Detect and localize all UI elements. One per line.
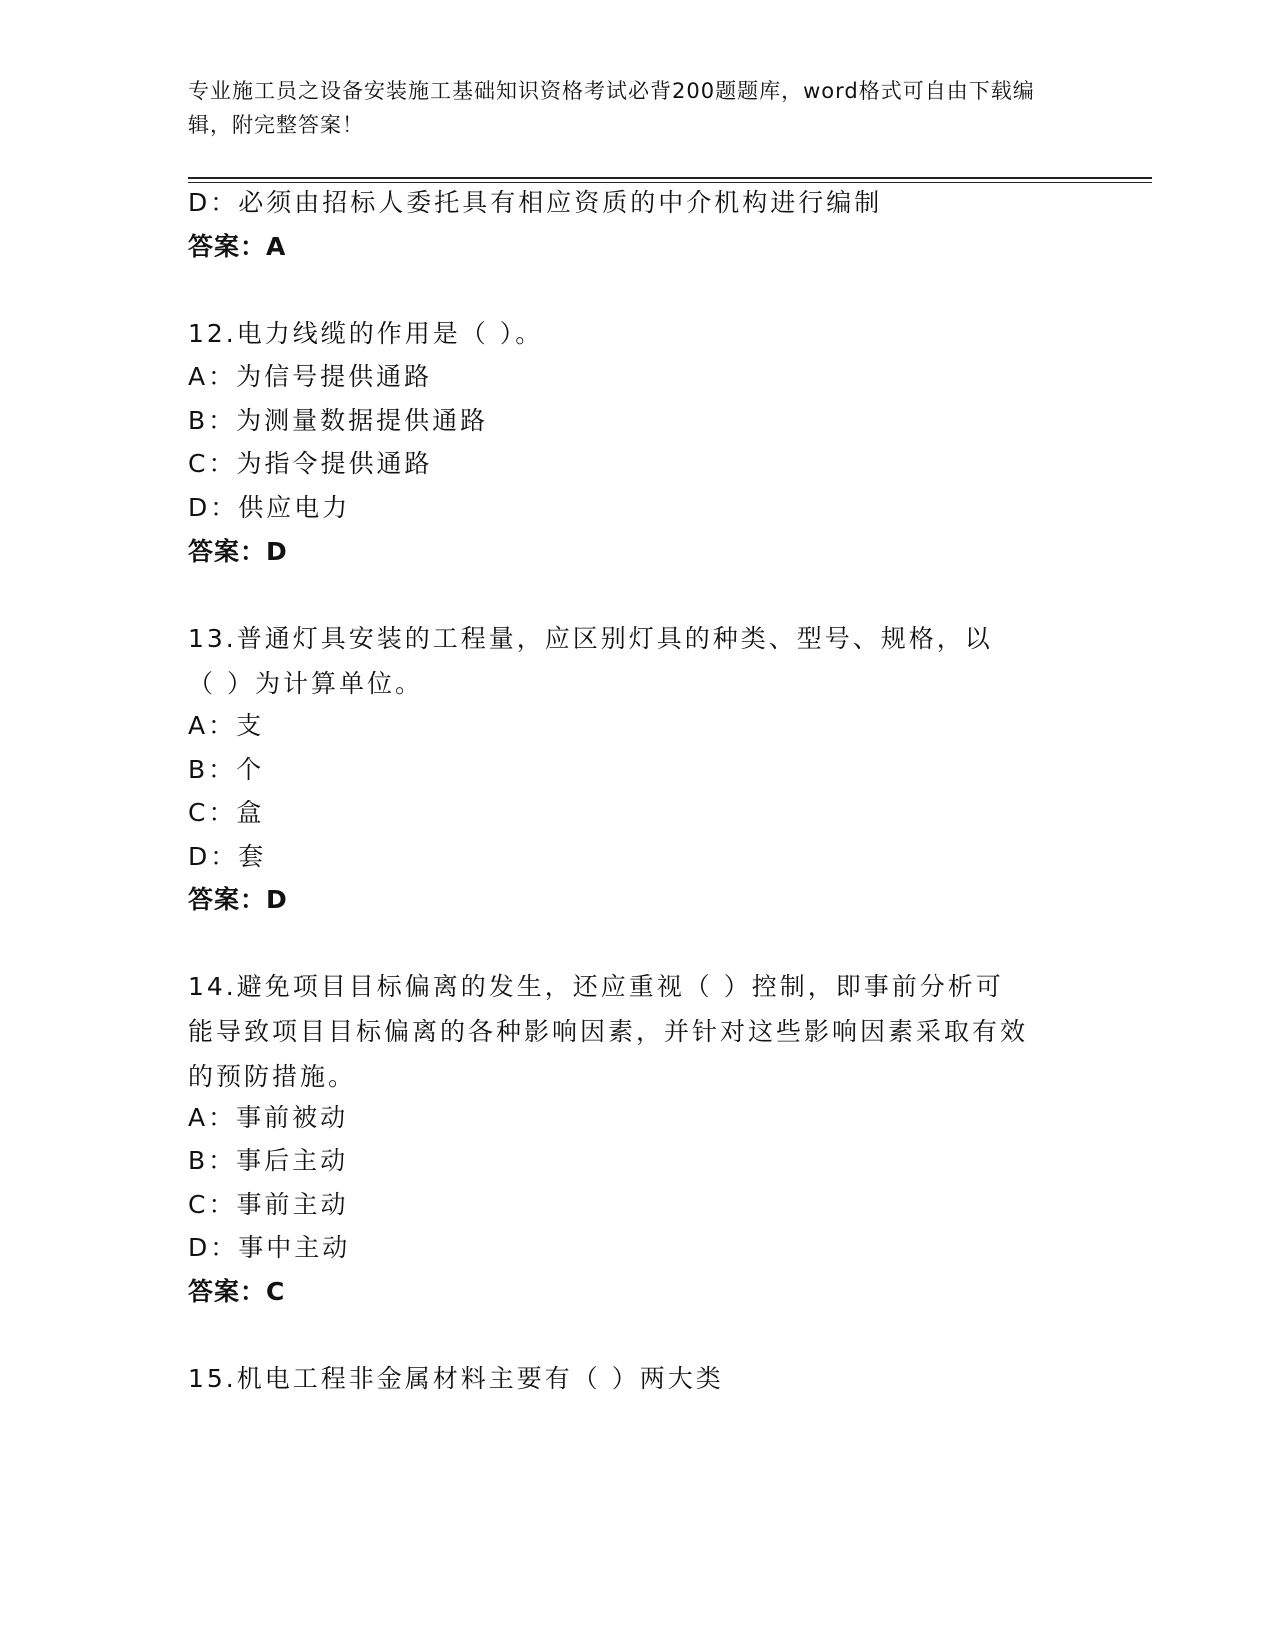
q14-option-c: C：事前主动 [188,1190,349,1219]
question-13: 13.普通灯具安装的工程量，应区别灯具的种类、型号、规格，以（ ）为计算单位。 [188,624,993,698]
q12-option-a: A：为信号提供通路 [188,362,433,391]
q14-answer: 答案：C [188,1277,286,1306]
question-12: 12.电力线缆的作用是（ ）。 [188,319,544,348]
prev-answer: 答案：A [188,232,287,261]
q13-option-c: C：盒 [188,798,265,827]
q12-answer: 答案：D [188,537,288,566]
header-divider-thick [188,177,1152,179]
q12-option-c: C：为指令提供通路 [188,449,433,478]
q13-option-b: B：个 [188,755,265,784]
question-15: 15.机电工程非金属材料主要有（ ）两大类 [188,1364,724,1393]
prev-option-d: D：必须由招标人委托具有相应资质的中介机构进行编制 [188,188,883,217]
q12-option-b: B：为测量数据提供通路 [188,406,489,435]
q13-answer: 答案：D [188,885,288,914]
document-header: 专业施工员之设备安装施工基础知识资格考试必背200题题库，word格式可自由下载编辑，附完整答案！ [188,79,1035,137]
q13-option-a: A：支 [188,711,265,740]
q14-option-b: B：事后主动 [188,1146,349,1175]
q14-option-a: A：事前被动 [188,1103,349,1132]
q14-option-d: D：事中主动 [188,1233,351,1262]
q13-option-d: D：套 [188,842,267,871]
question-14: 14.避免项目目标偏离的发生，还应重视（ ）控制，即事前分析可能导致项目目标偏离的各种影响因素，并针对这些影响因素采取有效的预防措施。 [188,972,1029,1091]
q12-option-d: D：供应电力 [188,493,351,522]
